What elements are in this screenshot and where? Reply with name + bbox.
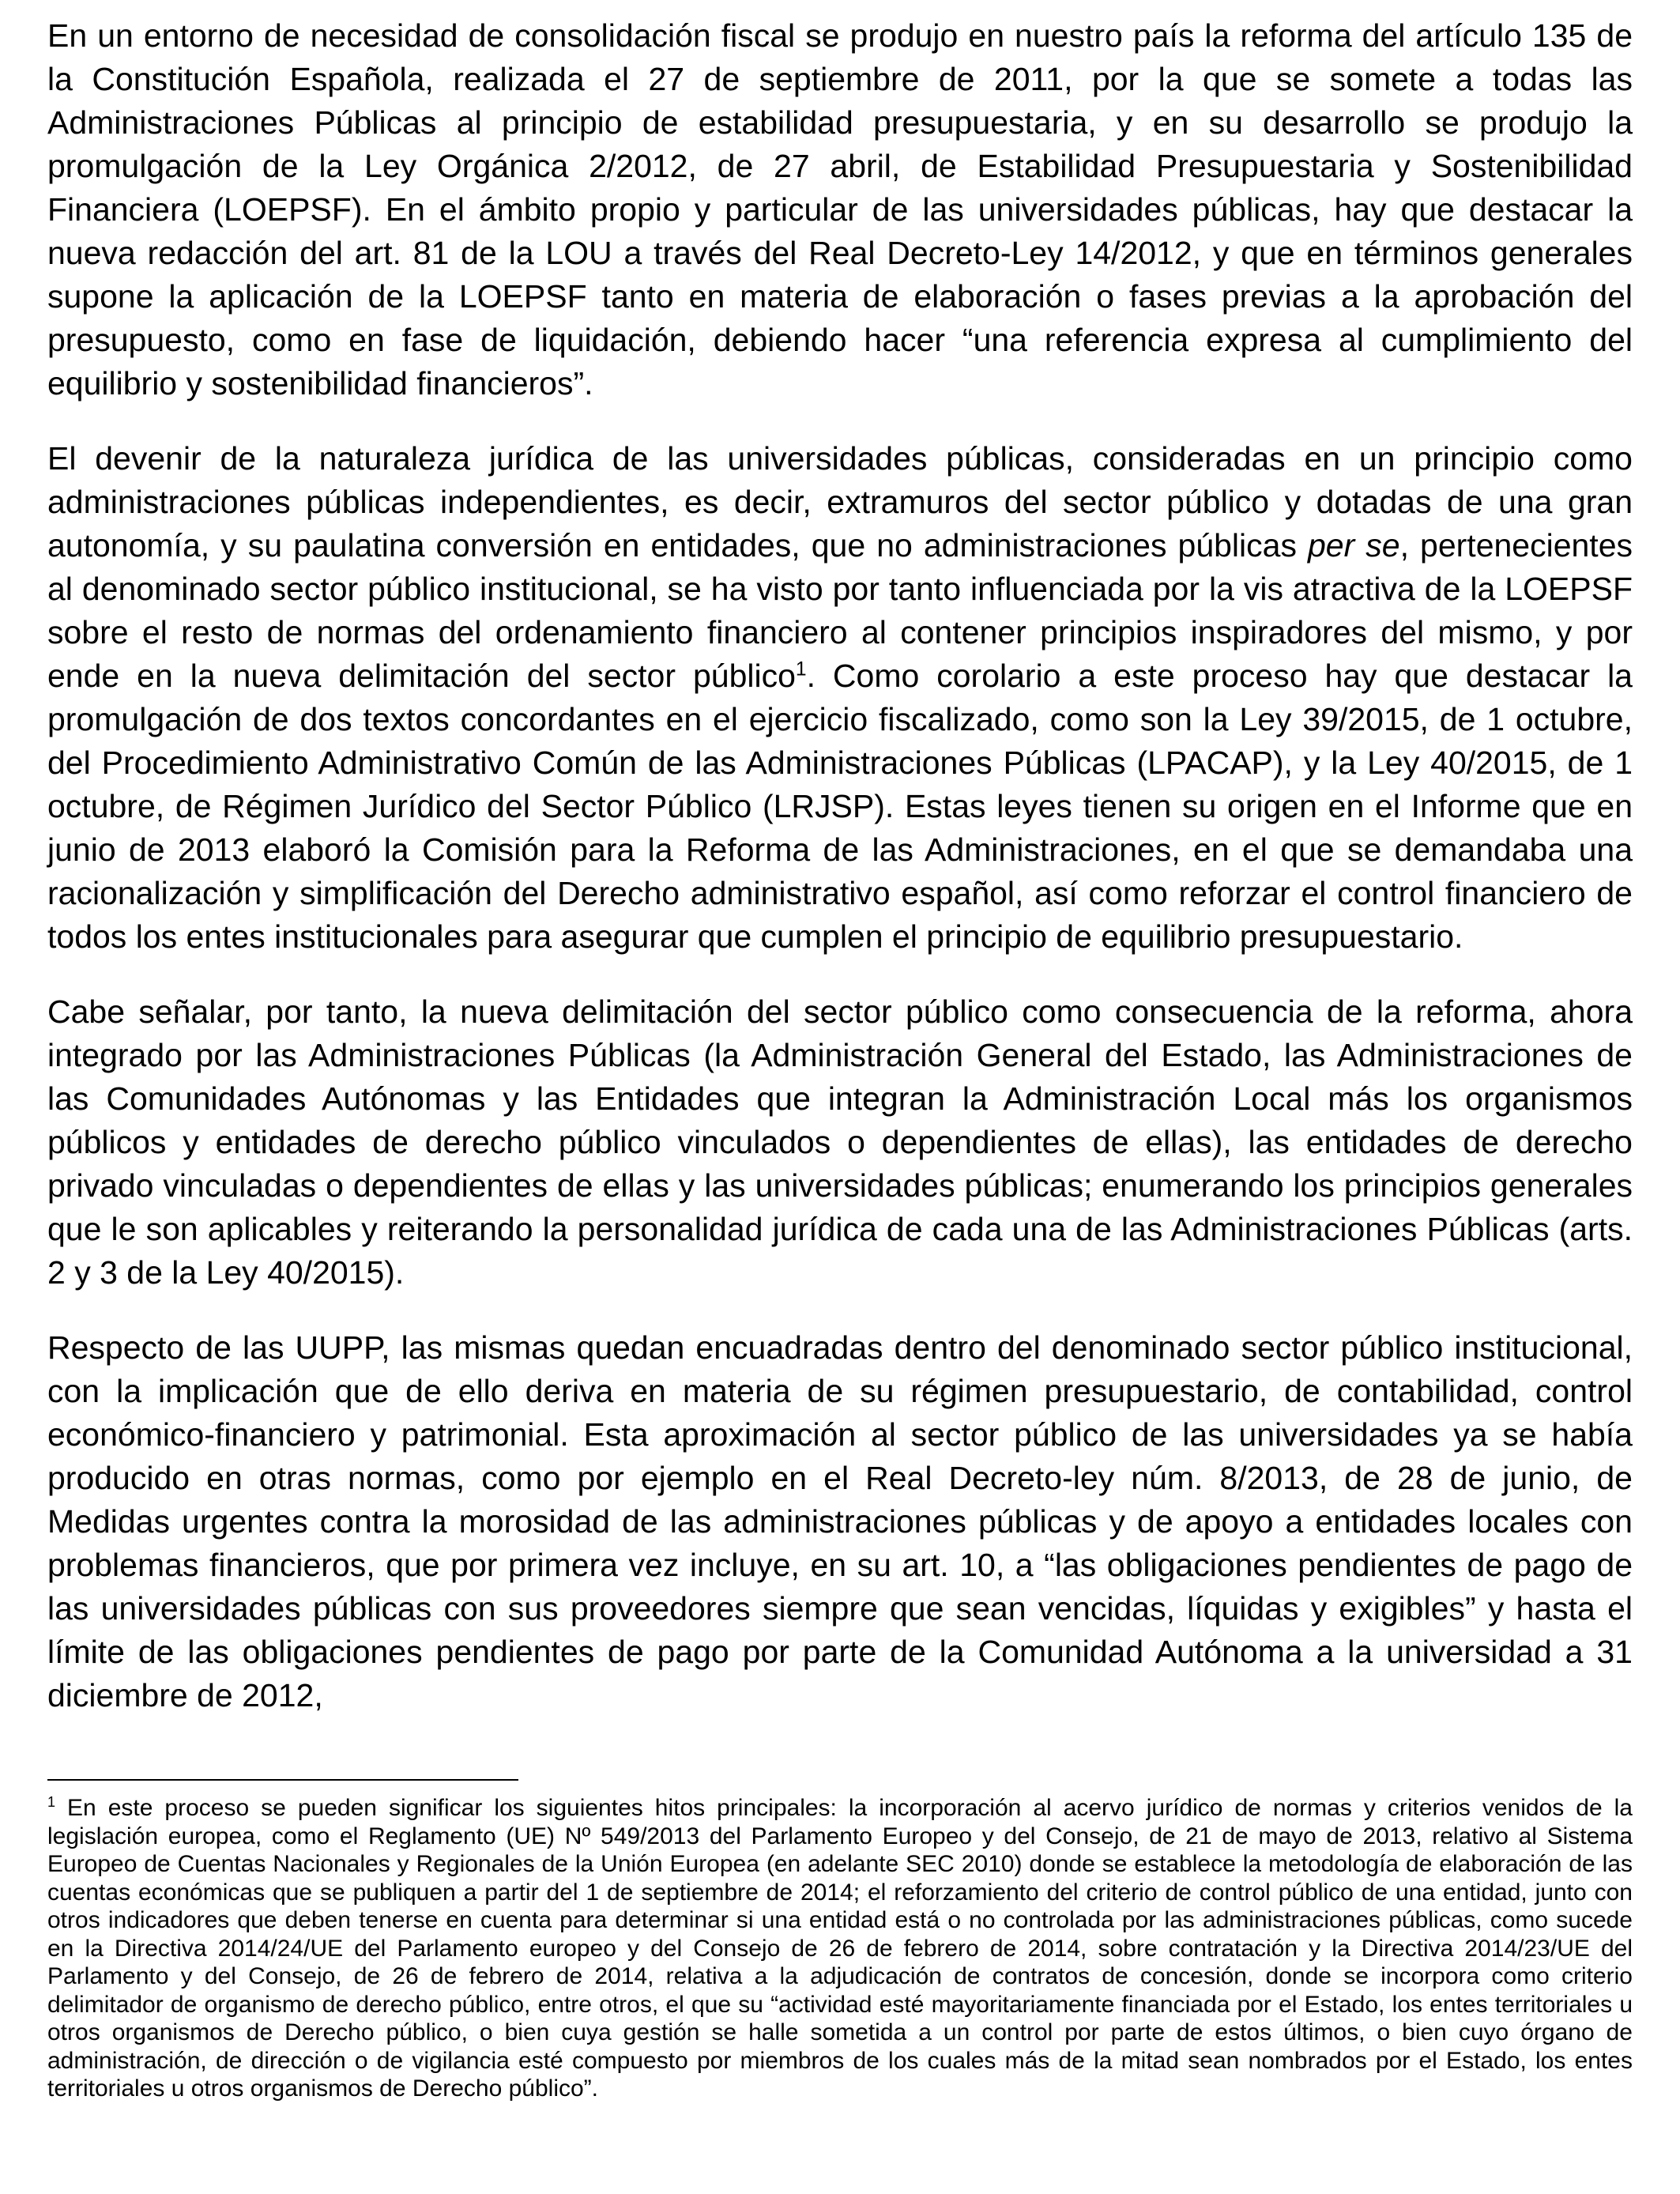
- paragraph-4: Respecto de las UUPP, las mismas quedan encuadradas dentro del denominado sector público institucional, con la implicación que de ello deriva en materia de su régimen presupuestario, de contabilidad, control económico-financiero y patrimonial. Esta aproximación al sector público de las universidades ya se había producido en otras normas, como por ejemplo en el Real Decreto-ley núm. 8/2013, de 28 de junio, de Medidas urgentes contra la morosidad de las administraciones públicas y de apoyo a entidades locales con problemas financieros, que por primera vez incluye, en su art. 10, a “las obligaciones pendientes de pago de las universidades públicas con sus proveedores siempre que sean vencidas, líquidas y exigibles” y hasta el límite de las obligaciones pendientes de pago por parte de la Comunidad Autónoma a la universidad a 31 diciembre de 2012,: [47, 1329, 1633, 1713]
- footnote-text: En este proceso se pueden significar los siguientes hitos principales: la incorporación al acervo jurídico de normas y criterios venidos de la legislación europea, como el Reglamento (UE) Nº 549/2013 del Parlamento Europeo y del Consejo, de 21 de mayo de 2013, relativo al Sistema Europeo de Cuentas Nacionales y Regionales de la Unión Europea (en adelante SEC 2010) donde se establece la metodología de elaboración de las cuentas económicas que se publiquen a partir del 1 de septiembre de 2014; el reforzamiento del criterio de control público de una entidad, junto con otros indicadores que deben tenerse en cuenta para determinar si una entidad está o no controlada por las administraciones públicas, como sucede en la Directiva 2014/24/UE del Parlamento europeo y del Consejo de 26 de febrero de 2014, sobre contratación y la Directiva 2014/23/UE del Parlamento y del Consejo, de 26 de febrero de 2014, relativa a la adjudicación de contratos de concesión, donde se incorpora como criterio delimitador de organismo de derecho público, entre otros, el que su “actividad esté mayoritariamente financiada por el Estado, los entes territoriales u otros organismos de Derecho público, o bien cuya gestión se halle sometida a un control por parte de estos últimos, o bien cuyo órgano de administración, de dirección o de vigilancia esté compuesto por miembros de los cuales más de la mitad sean nombrados por el Estado, los entes territoriales u otros organismos de Derecho público”.: [47, 1795, 1633, 2102]
- footnote: [47, 1794, 1633, 2103]
- paragraph-2-part-2: , pertenecientes al denominado sector público institucional, se ha visto por tanto influenciada por la vis atractiva de la LOEPSF sobre el resto de normas del ordenamiento financiero al contener principios inspiradores del mismo, y por ende en la nueva delimitación del sector público: [47, 527, 1633, 694]
- paragraph-3: Cabe señalar, por tanto, la nueva delimitación del sector público como consecuencia de la reforma, ahora integrado por las Administraciones Públicas (la Administración General del Estado, las Administraciones de las Comunidades Autónomas y las Entidades que integran la Administración Local más los organismos públicos y entidades de derecho público vinculados o dependientes de ellas), las entidades de derecho privado vinculadas o dependientes de ellas y las universidades públicas; enumerando los principios generales que le son aplicables y reiterando la personalidad jurídica de cada una de las Administraciones Públicas (arts. 2 y 3 de la Ley 40/2015).: [47, 993, 1633, 1291]
- paragraph-2-part-3: . Como corolario a este proceso hay que destacar la promulgación de dos textos concordantes en el ejercicio fiscalizado, como son la Ley 39/2015, de 1 octubre, del Procedimiento Administrativo Común de las Administraciones Públicas (LPACAP), y la Ley 40/2015, de 1 octubre, de Régimen Jurídico del Sector Público (LRJSP). Estas leyes tienen su origen en el Informe que en junio de 2013 elaboró la Comisión para la Reforma de las Administraciones, en el que se demandaba una racionalización y simplificación del Derecho administrativo español, así como reforzar el control financiero de todos los entes institucionales para asegurar que cumplen el principio de equilibrio presupuestario.: [47, 658, 1633, 955]
- latin-phrase: per se: [1308, 527, 1400, 564]
- footnote-number: 1: [47, 1794, 56, 1810]
- paragraph-2: [47, 437, 1633, 959]
- footnote-reference[interactable]: 1: [795, 658, 807, 680]
- paragraph-1: En un entorno de necesidad de consolidación fiscal se produjo en nuestro país la reforma del artículo 135 de la Constitución Española, realizada el 27 de septiembre de 2011, por la que se somete a todas las Administraciones Públicas al principio de estabilidad presupuestaria, y en su desarrollo se produjo la promulgación de la Ley Orgánica 2/2012, de 27 abril, de Estabilidad Presupuestaria y Sostenibilidad Financiera (LOEPSF). En el ámbito propio y particular de las universidades públicas, hay que destacar la nueva redacción del art. 81 de la LOU a través del Real Decreto-Ley 14/2012, y que en términos generales supone la aplicación de la LOEPSF tanto en materia de elaboración o fases previas a la aprobación del presupuesto, como en fase de liquidación, debiendo hacer “una referencia expresa al cumplimiento del equilibrio y sostenibilidad financieros”.: [47, 17, 1633, 401]
- footnote-separator: [47, 1779, 518, 1781]
- document-body: [47, 14, 1633, 1749]
- paragraph-2-part-1: El devenir de la naturaleza jurídica de las universidades públicas, consideradas en un principio como administraciones públicas independientes, es decir, extramuros del sector público y dotadas de una gran autonomía, y su paulatina conversión en entidades, que no administraciones públicas: [47, 440, 1633, 564]
